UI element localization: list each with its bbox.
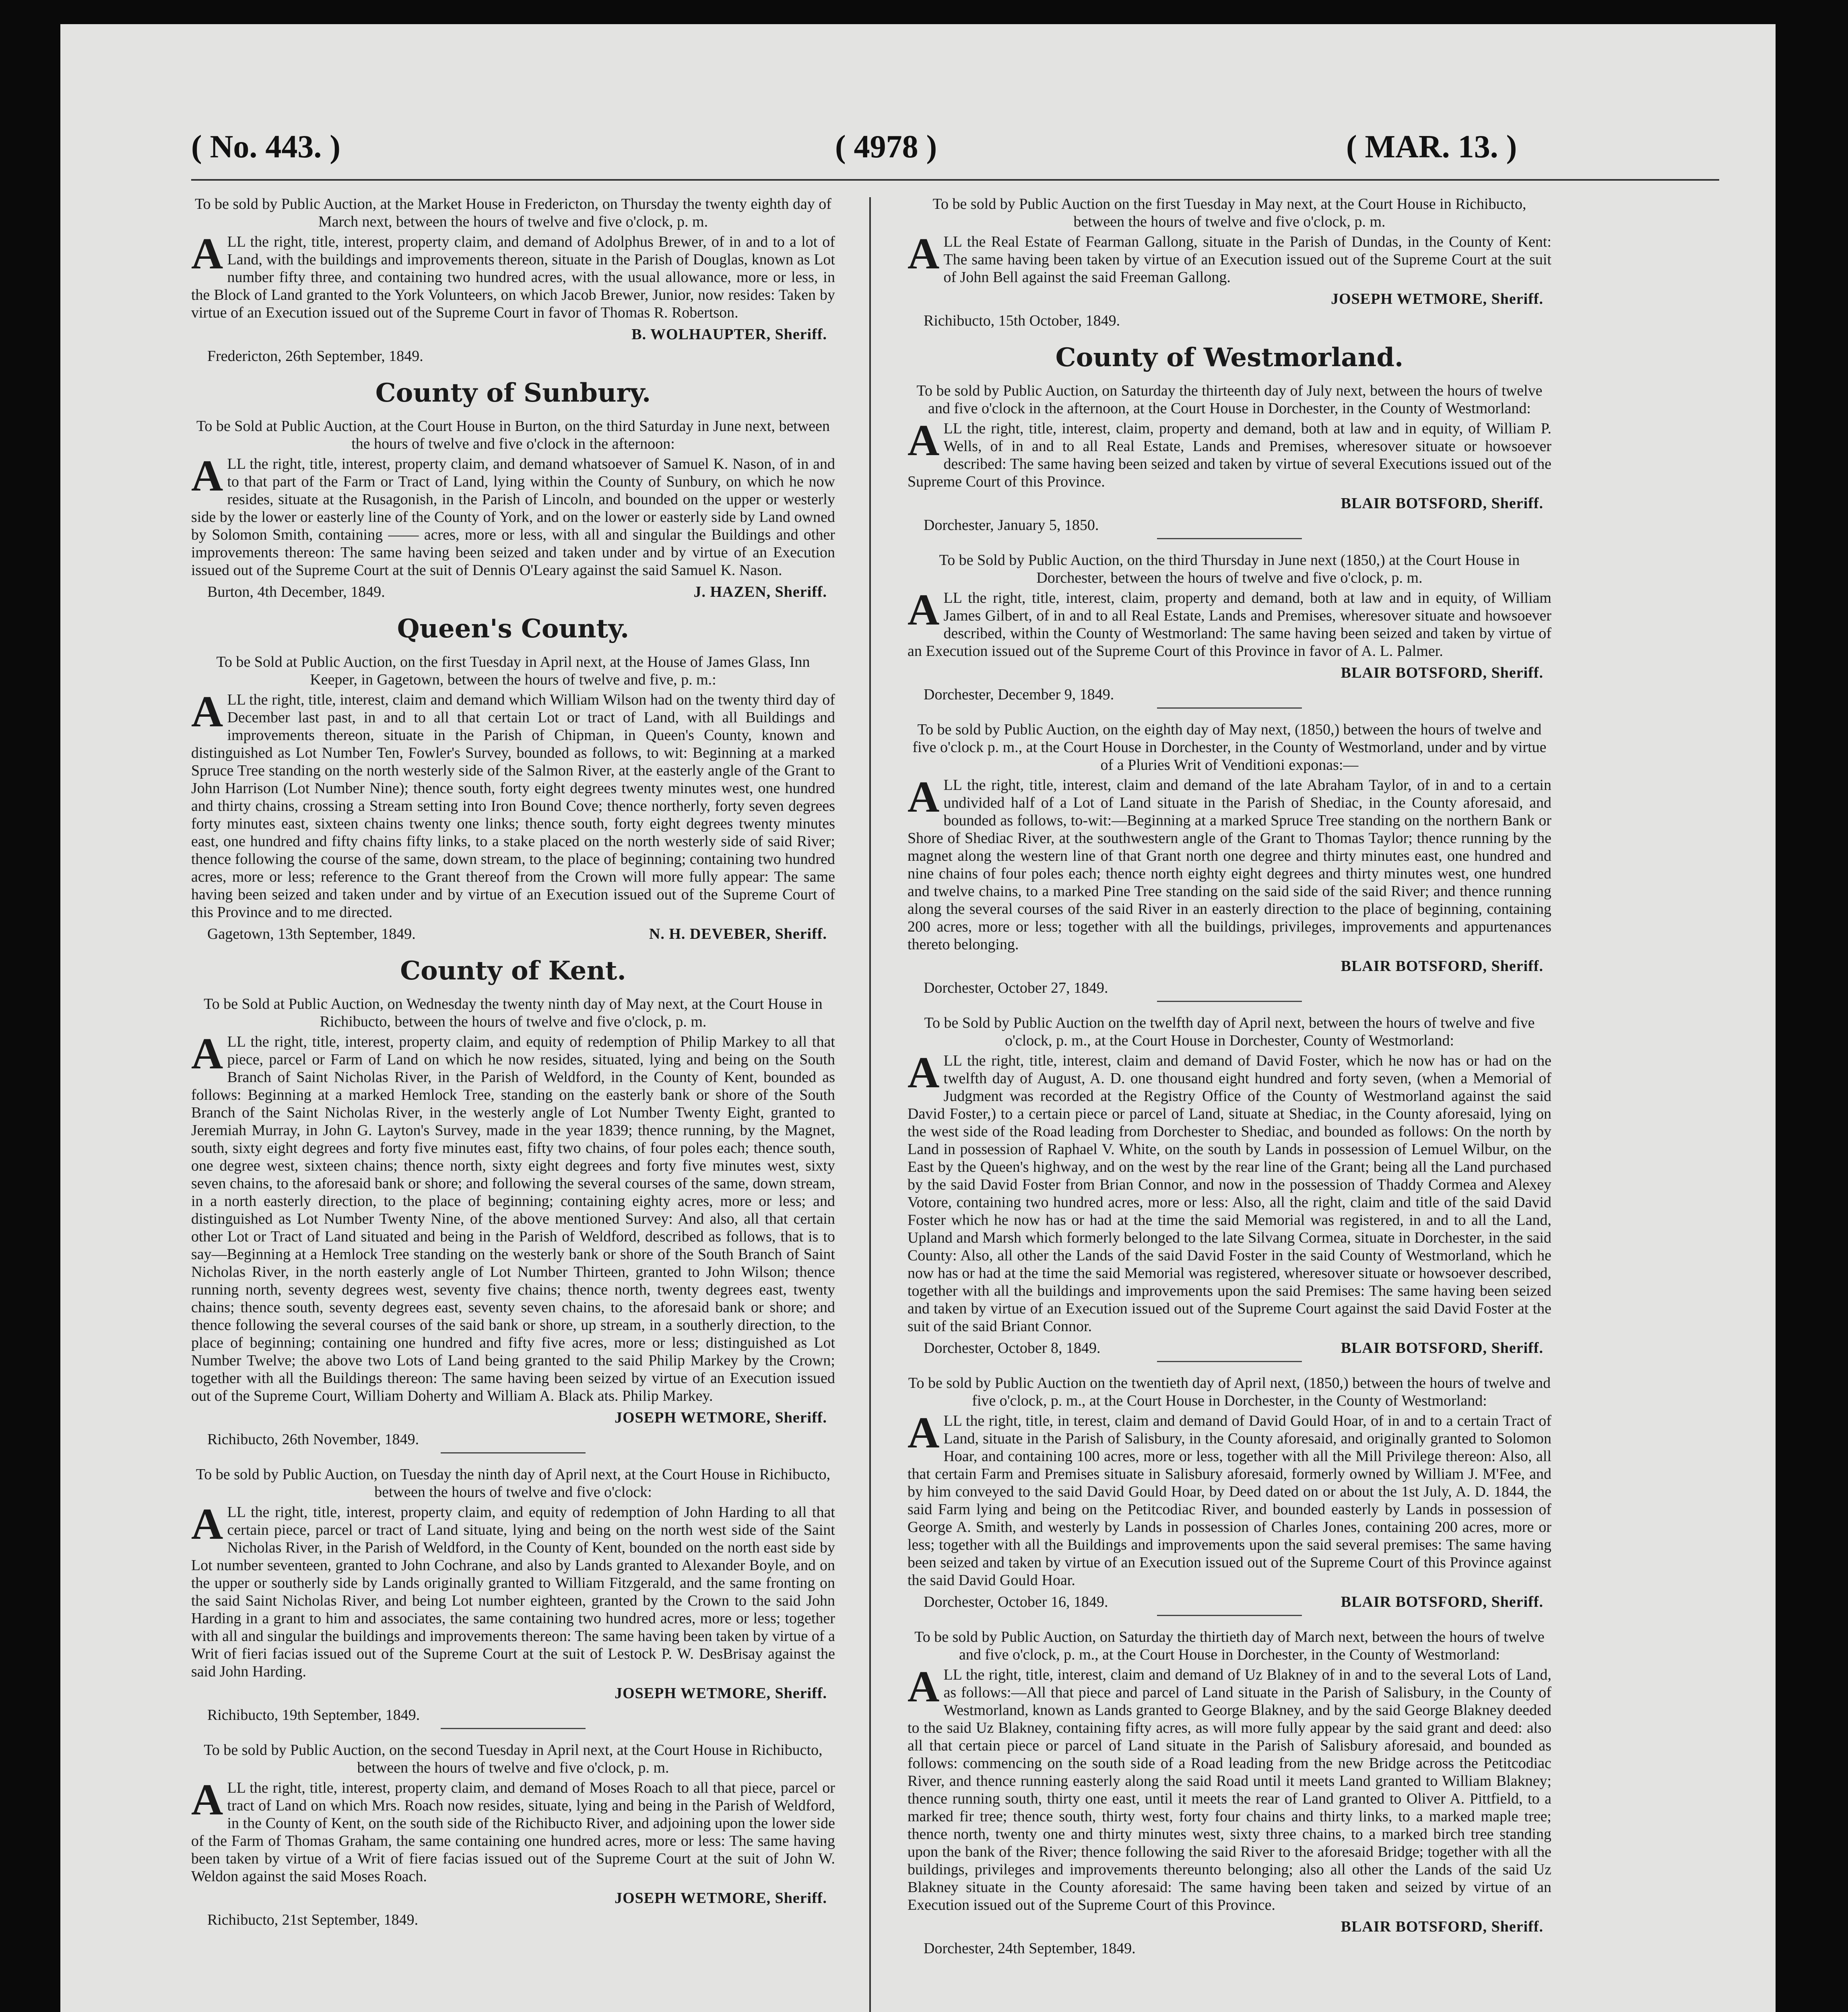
place-date: Dorchester, October 8, 1849. (924, 1340, 1101, 1356)
notice-intro: To be sold by Public Auction on the first Tuesday in May next, at the Court House in Richibucto, between the hours of twelve and five o'clock, p. m. (932, 196, 1526, 230)
issue-date: ( MAR. 13. ) (1346, 129, 1517, 165)
sheriff-name: BLAIR BOTSFORD, Sheriff. (1341, 958, 1543, 975)
notice-intro: To be sold by Public Auction, on the second Tuesday in April next, at the Court House in Richibucto, between the hours of twelve and five o'clock, p. m. (204, 1742, 823, 1776)
right-column (908, 195, 1551, 1969)
notice-intro: To be sold by Public Auction, on the eighth day of May next, (1850,) between the hours of twelve and five o'clock p. m., at the Court House in Dorchester, in the County of Westmorland, under and by virtue of a Pluries Writ of Venditioni exponas:— (912, 721, 1547, 773)
drop-cap: A (191, 687, 223, 736)
notice-dateline (908, 312, 1551, 330)
sheriff-name: JOSEPH WETMORE, Sheriff. (615, 1685, 827, 1702)
notice-signature (191, 326, 835, 343)
gazette-page (60, 24, 1776, 2012)
notice-signature (908, 1918, 1551, 1936)
drop-cap: A (191, 1499, 223, 1548)
notice-body (908, 1048, 1551, 1335)
place-date: Richibucto, 15th October, 1849. (924, 312, 1120, 329)
notice-text: LL the right, title, in terest, claim and demand of David Gould Hoar, of in and to a certain Tract of Land, situate in the Parish of Salisbury, in the County aforesaid, and originally granted to Solomon Hoar, and containing 100 acres, more or less, together with all the Mill Privilege thereon: Also, all that certain Farm and Premises situate in Salisbury aforesaid, formerly owned by William J. M'Fee, and by him conveyed to the said David Gould Hoar, by Deed dated on or about the 1st July, A. D. 1844, the said Farm lying and being on the Petitcodiac River, and bounded easterly by Lands in possession of George A. Smith, and westerly by Lands in possession of Charles Jones, containing 200 acres, more or less; together with all the Buildings and improvements upon the said several premises: The same having been seized and taken by virtue of an Execution issued out of the Supreme Court of this Province against the said David Gould Hoar. (908, 1412, 1551, 1589)
notice-intro: To be sold by Public Auction, on Tuesday the ninth day of April next, at the Court House in Richibucto, between the hours of twelve and five o'clock: (196, 1466, 831, 1501)
separator-rule (1157, 707, 1302, 709)
notice-text: LL the right, title, interest, property claim, and demand whatsoever of Samuel K. Nason, of in and to that part of the Farm or Tract of Land, lying within the County of Sunbury, on which he now resides, situate at the Rusagonish, in the Parish of Lincoln, and bounded on the upper or westerly side by the lower or easterly line of the County of York, and on the lower or easterly side by Land owned by Solomon Smith, containing —— acres, more or less, with all and singular the Buildings and other improvements thereon: The same having been seized and taken under and by virtue of an Execution issued out of the Supreme Court at the suit of Dennis O'Leary against the said Samuel K. Nason. (191, 456, 835, 579)
notice-blakney (908, 1628, 1551, 1957)
notice-signature (191, 583, 835, 601)
page-number: ( 4978 ) (835, 129, 937, 165)
notice-wells (908, 382, 1551, 539)
place-date: Richibucto, 21st September, 1849. (207, 1911, 419, 1928)
issue-number: ( No. 443. ) (191, 129, 341, 165)
drop-cap: A (908, 229, 940, 278)
notice-nason (191, 417, 835, 601)
column-divider (869, 197, 871, 2012)
notice-gilbert (908, 551, 1551, 709)
notice-signature (191, 925, 835, 943)
drop-cap: A (908, 1048, 940, 1097)
notice-text: LL the right, title, interest, property claim, and equity of redemption of John Harding to all that certain piece, parcel or tract of Land situate, lying and being on the north west side of the Saint Nicholas River, in the Parish of Weldford, in the County of Kent, bounded on the north east side by Lot number seventeen, granted to John Cochrane, and also by Lands granted to Alexander Boyle, and on the upper or southerly side by Lands originally granted to William Fitzgerald, and the same fronting on the said Saint Nicholas River, and being Lot number eighteen, granted by the Crown to the said John Harding in a grant to him and associates, the same containing two hundred acres, more or less; together with all and singular the buildings and improvements thereon: The same having been taken by virtue of a Writ of fieri facias issued out of the Supreme Court at the suit of Lestock P. W. DesBrisay against the said John Harding. (191, 1504, 835, 1680)
place-date: Richibucto, 26th November, 1849. (207, 1431, 419, 1448)
notice-signature (908, 1593, 1551, 1611)
place-date: Dorchester, October 27, 1849. (924, 979, 1108, 996)
notice-dateline (191, 347, 835, 365)
notice-body (191, 451, 835, 579)
drop-cap: A (908, 1662, 940, 1711)
notice-intro: To be sold by Public Auction on the twentieth day of April next, (1850,) between the hours of twelve and five o'clock, p. m., at the Court House in Dorchester, in the County of Westmorland: (908, 1375, 1551, 1409)
drop-cap: A (908, 772, 940, 821)
notice-body (908, 772, 1551, 953)
separator-rule (441, 1728, 586, 1729)
drop-cap: A (908, 416, 940, 465)
notice-text: LL the right, title, interest, claim and demand which William Wilson had on the twenty third day of December last past, in and to all that certain Lot or tract of Land, with all Buildings and improvements thereon, situate in the Parish of Chipman, in Queen's County, known and distinguished as Lot Number Ten, Fowler's Survey, bounded as follows, to wit: Beginning at a marked Spruce Tree standing on the north westerly side of the Salmon River, at the easterly angle of the Grant to John Harrison (Lot Number Nine); thence south, forty eight degrees twenty minutes west, one hundred and thirty chains, crossing a Stream setting into Iron Bound Cove; thence northerly, forty seven degrees forty minutes east, sixteen chains twenty one links; thence south, forty eight degrees twenty minutes east, one hundred and fifty chains fifty links, to a stake placed on the north westerly side of said River; thence following the course of the same, down stream, to the place of beginning; containing two hundred acres, more or less; reference to the Grant thereof from the Crown will more fully appear: The same having been seized and taken under and by virtue of an Execution issued out of the Supreme Court of this Province and to me directed. (191, 691, 835, 921)
notice-intro: To be sold by Public Auction, on Saturday the thirteenth day of July next, between the hours of twelve and five o'clock in the afternoon, at the Court House in Dorchester, in the County of Westmorland: (916, 382, 1543, 417)
place-date: Richibucto, 19th September, 1849. (207, 1707, 420, 1723)
notice-body (908, 416, 1551, 491)
page-header (60, 24, 1776, 193)
notice-intro: To be Sold by Public Auction on the twelfth day of April next, between the hours of twelve and five o'clock, p. m., at the Court House in Dorchester, County of Westmorland: (924, 1014, 1535, 1049)
notice-signature (908, 290, 1551, 308)
place-date: Dorchester, 24th September, 1849. (924, 1940, 1136, 1957)
separator-rule (441, 1452, 586, 1453)
notice-text: LL the right, title, interest, claim and demand of David Foster, which he now has or had on the twelfth day of August, A. D. one thousand eight hundred and forty seven, (when a Memorial of Judgment was recorded at the Registry Office of the County of Westmorland against the said David Foster,) to a certain piece or parcel of Land, situate at Shediac, in the County aforesaid, lying on the west side of the Road leading from Dorchester to Shediac, and bounded as follows: On the north by Land in possession of Raphael V. White, on the south by Lands in possession of Lemuel Wilbur, on the East by the Queen's highway, and on the west by the rear line of the Grant; being all the Land purchased by the said David Foster from Brian Connor, and now in the possession of Thaddy Cormea and Alexey Votore, containing two hundred acres, more or less: Also, all the right, claim and title of the said David Foster which he now has or had at the time the said Memorial was registered, in and to all the Land, Upland and Marsh which formerly belonged to the late Silvang Cormea, situate in Dorchester, in the said County: Also, all other the Lands of the said David Foster in the said County of Westmorland, which he now has or had at the time the said Memorial was registered, wheresover situate or howsoever described, together with all the buildings and improvements upon the said Premises: The same having been seized and taken by virtue of an Execution issued out of the Supreme Court against the said David Foster at the suit of the said Briant Connor. (908, 1052, 1551, 1335)
sheriff-name: JOSEPH WETMORE, Sheriff. (615, 1409, 827, 1426)
notice-text: LL the right, title, interest, claim and demand of the late Abraham Taylor, of in and to a certain undivided half of a Lot of Land situate in the Parish of Shediac, in the County aforesaid, and bounded as follows, to-wit:—Beginning at a marked Spruce Tree standing on the northern Bank or Shore of Shediac River, at the southwestern angle of the Grant to Thomas Taylor; thence running by the magnet along the western line of that Grant north one degree and thirty minutes east, one hundred and nine chains of four poles each; thence north eighty eight degrees and thirty minutes west, one hundred and twelve chains, to a marked Pine Tree standing on the said side of the said River; and thence running along the several courses of the said River in an easterly direction to the place of beginning, containing 200 acres, more or less; together with all the buildings, privileges, improvements and appurtenances thereto belonging. (908, 777, 1551, 953)
notice-body (191, 1775, 835, 1885)
separator-rule (1157, 1615, 1302, 1616)
notice-text: LL the Real Estate of Fearman Gallong, situate in the Parish of Dundas, in the County of Kent: The same having been taken by virtue of an Execution issued out of the Supreme Court at the suit of John Bell against the said Freeman Gallong. (943, 233, 1551, 286)
notice-body (908, 585, 1551, 660)
notice-dateline (908, 1940, 1551, 1957)
drop-cap: A (908, 1408, 940, 1457)
notice-intro: To be Sold at Public Auction, at the Court House in Burton, on the third Saturday in June next, between the hours of twelve and five o'clock in the afternoon: (196, 418, 830, 452)
notice-dateline (908, 516, 1551, 534)
notice-foster (908, 1014, 1551, 1362)
notice-intro: To be Sold at Public Auction, on the first Tuesday in April next, at the House of James Glass, Inn Keeper, in Gagetown, between the hours of twelve and five, p. m.: (216, 653, 810, 688)
notice-body (908, 229, 1551, 286)
notice-intro: To be sold by Public Auction, at the Market House in Fredericton, on Thursday the twenty eighth day of March next, between the hours of twelve and five o'clock, p. m. (195, 196, 831, 230)
notice-body (191, 687, 835, 921)
notice-text: LL the right, title, interest, claim, property and demand, both at law and in equity, of William P. Wells, of in and to all Real Estate, Lands and Premises, wheresover situate or howsoever described: The same having been seized and taken by virtue of several Executions issued out of the Supreme Court of this Province. (908, 420, 1551, 490)
place-date: Gagetown, 13th September, 1849. (207, 926, 416, 942)
sheriff-name: BLAIR BOTSFORD, Sheriff. (1341, 1594, 1543, 1610)
separator-rule (1157, 538, 1302, 539)
notice-dateline (191, 1431, 835, 1448)
sheriff-name: BLAIR BOTSFORD, Sheriff. (1341, 664, 1543, 681)
notice-hoar (908, 1374, 1551, 1616)
notice-dateline (908, 979, 1551, 997)
notice-signature (908, 957, 1551, 975)
drop-cap: A (191, 451, 223, 500)
county-heading: County of Westmorland. (1055, 342, 1404, 373)
place-date: Burton, 4th December, 1849. (207, 583, 385, 600)
drop-cap: A (908, 585, 940, 634)
notice-taylor (908, 721, 1551, 1002)
separator-rule (1157, 1001, 1302, 1002)
drop-cap: A (191, 229, 223, 278)
notice-signature (191, 1684, 835, 1702)
notice-text: LL the right, title, interest, claim and demand of Uz Blakney of in and to the several Lots of Land, as follows:—All that piece and parcel of Land situate in the Parish of Salisbury, in the County of Westmorland, known as Lands granted to George Blakney, and by the said George Blakney deeded to the said Uz Blakney, containing fifty acres, as will more fully appear by the said grant and deed: also all that certain piece or parcel of Land situate in the Parish of Salisbury aforesaid, and bounded as follows: commencing on the south side of a Road leading from the new Bridge across the Petitcodiac River, and thence running easterly along the said Road until it meets Land granted to William Blakney; thence running south, thirty one east, until it meets the rear of Land granted to Oliver A. Pittfield, to a marked fir tree; thence south, thirty west, forty four chains and thirty links, to a marked maple tree; thence north, twenty one and thirty minutes west, sixty three chains, to a marked birch tree standing upon the bank of the River; thence following the said River to the aforesaid Bridge; together with all the buildings, privileges and improvements thereunto belonging; also all other the Lands of the said Uz Blakney situate in the County aforesaid: The same having been taken and seized by virtue of an Execution issued out of the Supreme Court of this Province. (908, 1666, 1551, 1913)
notice-body (908, 1408, 1551, 1589)
sheriff-name: BLAIR BOTSFORD, Sheriff. (1341, 495, 1543, 512)
notice-signature (191, 1889, 835, 1907)
notice-gallong (908, 195, 1551, 330)
notice-roach (191, 1741, 835, 1929)
notice-body (908, 1662, 1551, 1914)
notice-text: LL the right, title, interest, property claim, and equity of redemption of Philip Markey to all that piece, parcel or Farm of Land on which he now resides, situated, lying and being on the South Branch of Saint Nicholas River, in the Parish of Weldford, in the County of Kent, bounded as follows: Beginning at a marked Hemlock Tree, standing on the easterly bank or shore of the South Branch of the Saint Nicholas River, in the westerly angle of Lot Number Twenty Eight, granted to Jeremiah Murray, in John G. Layton's Survey, made in the year 1839; thence running, by the Magnet, south, sixty eight degrees and forty five minutes east, fifty two chains, of four poles each; thence south, one degree west, sixteen chains; thence north, sixty eight degrees and forty five minutes west, sixty seven chains, to the aforesaid bank or shore; and following the several courses of the same, down stream, in a north easterly direction, to the place of beginning; containing eighty acres, more or less; and distinguished as Lot Number Twenty Nine, of the above mentioned Survey: And also, all that certain other Lot or Tract of Land situated and being in the Parish of Weldford, described as follows, that is to say—Beginning at a Hemlock Tree standing on the westerly bank or shore of the South Branch of Saint Nicholas River, in the north easterly angle of Lot Number Thirteen, granted to John Wilson; thence running north, seventy degrees west, seventy five chains; thence north, twenty degrees east, twenty chains; thence south, seventy degrees east, seventy seven chains, to the aforesaid bank or shore; and thence following the several courses of the said bank or shore, up stream, in a southerly direction, to the place of beginning; containing one hundred and fifty five acres, more or less; distinguished as Lot Number Twelve; the above two Lots of Land being granted to the said Philip Markey by the Crown; together with all the Buildings thereon: The same having been seized by virtue of an Execution issued out of the Supreme Court, William Doherty and William A. Black ats. Philip Markey. (191, 1033, 835, 1404)
notice-harding (191, 1466, 835, 1729)
place-date: Dorchester, October 16, 1849. (924, 1594, 1108, 1610)
notice-signature (191, 1409, 835, 1427)
notice-dateline (191, 1911, 835, 1929)
notice-brewer (191, 195, 835, 365)
notice-text: LL the right, title, interest, claim, property and demand, both at law and in equity, of William James Gilbert, of in and to all Real Estate, Lands and Premises, wheresover situate and howsoever described, within the County of Westmorland: The same having been seized and taken by virtue of an Execution issued out of the Supreme Court of this Province in favor of A. L. Palmer. (908, 590, 1551, 660)
sheriff-name: N. H. DEVEBER, Sheriff. (649, 926, 827, 942)
notice-wilson (191, 653, 835, 943)
notice-signature (908, 495, 1551, 512)
header-rule (191, 179, 1719, 181)
drop-cap: A (191, 1775, 223, 1824)
notice-intro: To be sold by Public Auction, on Saturday the thirtieth day of March next, between the hours of twelve and five o'clock, p. m., at the Court House in Dorchester, in the County of Westmorland: (914, 1629, 1545, 1663)
notice-body (191, 1499, 835, 1680)
place-date: Fredericton, 26th September, 1849. (207, 348, 423, 365)
notice-markey (191, 995, 835, 1453)
sheriff-name: J. HAZEN, Sheriff. (693, 583, 827, 600)
notice-body (191, 229, 835, 322)
notice-dateline (908, 686, 1551, 703)
place-date: Dorchester, December 9, 1849. (924, 686, 1114, 703)
notice-text: LL the right, title, interest, property claim, and demand of Adolphus Brewer, of in and to a lot of Land, with the buildings and improvements thereon, situate in the Parish of Douglas, known as Lot number fifty three, and containing two hundred acres, with the usual allowance, more or less, in the Block of Land granted to the York Volunteers, on which Jacob Brewer, Junior, now resides: Taken by virtue of an Execution issued out of the Supreme Court in favor of Thomas R. Robertson. (191, 233, 835, 321)
county-heading: County of Kent. (400, 956, 626, 986)
notice-intro: To be Sold by Public Auction, on the third Thursday in June next (1850,) at the Court House in Dorchester, between the hours of twelve and five o'clock, p. m. (939, 552, 1520, 586)
notice-intro: To be Sold at Public Auction, on Wednesday the twenty ninth day of May next, at the Court House in Richibucto, between the hours of twelve and five o'clock, p. m. (204, 996, 823, 1030)
notice-signature (908, 664, 1551, 682)
sheriff-name: B. WOLHAUPTER, Sheriff. (631, 326, 827, 343)
sheriff-name: BLAIR BOTSFORD, Sheriff. (1341, 1340, 1543, 1356)
drop-cap: A (191, 1029, 223, 1078)
sheriff-name: JOSEPH WETMORE, Sheriff. (615, 1890, 827, 1907)
sheriff-name: JOSEPH WETMORE, Sheriff. (1331, 291, 1543, 307)
county-heading: Queen's County. (397, 614, 629, 644)
notice-body (191, 1029, 835, 1405)
sheriff-name: BLAIR BOTSFORD, Sheriff. (1341, 1918, 1543, 1935)
notice-text: LL the right, title, interest, property claim, and demand of Moses Roach to all that piece, parcel or tract of Land on which Mrs. Roach now resides, situate, lying and being in the Parish of Weldford, in the County of Kent, on the south side of the Richibucto River, and adjoining upon the lower side of the Farm of Thomas Graham, the same containing one hundred acres, more or less: The same having been taken by virtue of a Writ of fiere facias issued out of the Supreme Court at the suit of John W. Weldon against the said Moses Roach. (191, 1779, 835, 1885)
notice-signature (908, 1339, 1551, 1357)
place-date: Dorchester, January 5, 1850. (924, 517, 1099, 534)
county-heading: County of Sunbury. (375, 378, 651, 408)
notice-dateline (191, 1706, 835, 1724)
separator-rule (1157, 1361, 1302, 1362)
left-column (191, 195, 835, 1941)
